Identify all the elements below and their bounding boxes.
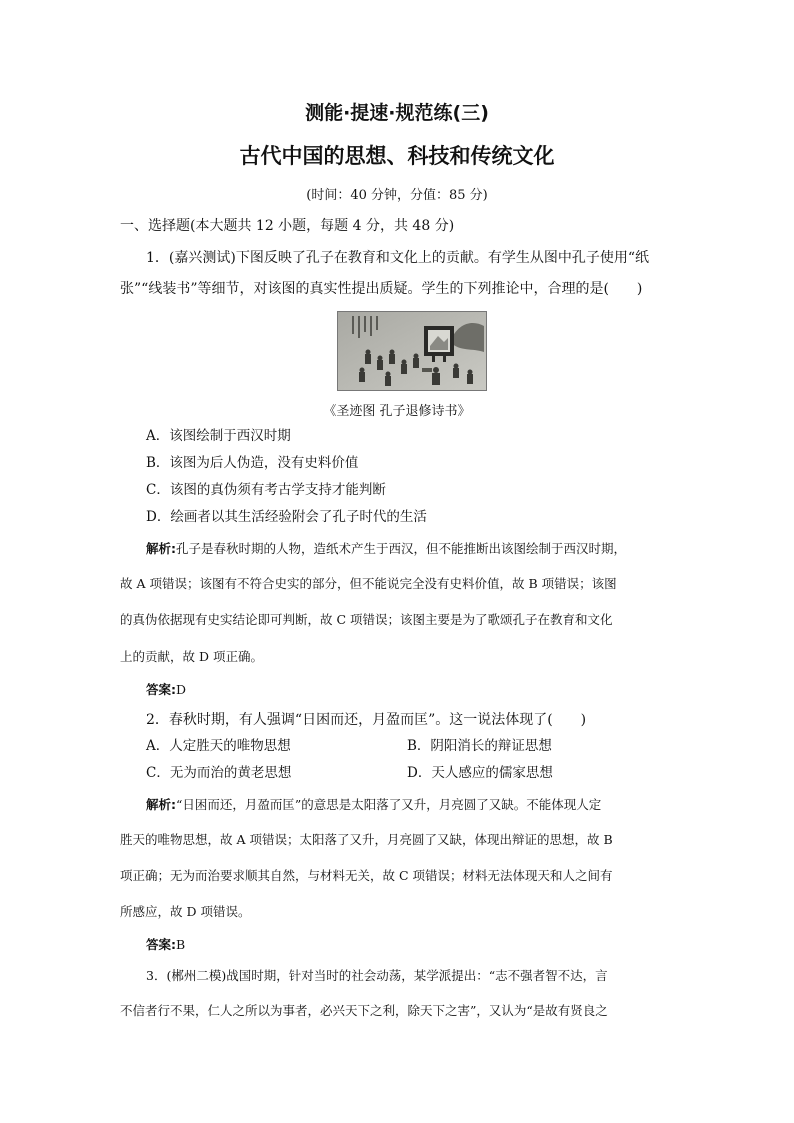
answer-label: 答案:	[146, 682, 176, 697]
question-1-option-b: B．该图为后人伪造，没有史料价值	[146, 455, 359, 471]
analysis-label: 解析:	[146, 797, 176, 812]
question-2-option-b: B．阴阳消长的辩证思想	[407, 738, 552, 754]
question-3-line-1: 3．(郴州二模)战国时期，针对当时的社会动荡，某学派提出：“志不强者智不达，言	[146, 968, 608, 983]
question-1-option-c: C．该图的真伪须有考古学支持才能判断	[146, 482, 386, 498]
question-2-option-a: A．人定胜天的唯物思想	[146, 738, 291, 754]
section-heading: 一、选择题(本大题共 12 小题，每题 4 分，共 48 分)	[120, 218, 455, 234]
question-2-option-c: C．无为而治的黄老思想	[146, 765, 292, 781]
question-1-line-1: 1．(嘉兴测试)下图反映了孔子在教育和文化上的贡献。有学生从图中孔子使用“纸	[146, 250, 649, 266]
question-3-line-2: 不信者行不果，仁人之所以为事者，必兴天下之利，除天下之害”，又认为“是故有贤良之	[120, 1003, 608, 1018]
document-subtitle: 古代中国的思想、科技和传统文化	[239, 144, 555, 168]
question-1-analysis-line-4: 上的贡献，故 D 项正确。	[120, 649, 263, 664]
question-1-analysis-line-2: 故 A 项错误；该图有不符合史实的部分，但不能说完全没有史料价值，故 B 项错误；该图	[120, 576, 617, 591]
question-2-analysis-line-3: 项正确；无为而治要求顺其自然，与材料无关，故 C 项错误；材料无法体现天和人之间有	[120, 868, 613, 883]
figure-caption: 《圣迹图 孔子退修诗书》	[323, 404, 471, 419]
question-2-analysis-line-4: 所感应，故 D 项错误。	[120, 904, 251, 919]
question-2-answer	[146, 935, 185, 955]
painting-image	[337, 311, 487, 391]
answer-value: B	[176, 937, 186, 952]
question-1-option-d: D．绘画者以其生活经验附会了孔子时代的生活	[146, 509, 427, 525]
question-1-analysis-line-1	[146, 539, 626, 559]
analysis-text: 孔子是春秋时期的人物，造纸术产生于西汉，但不能推断出该图绘制于西汉时期，	[176, 541, 627, 556]
answer-value: D	[176, 682, 187, 697]
question-1-analysis-line-3: 的真伪依据现有史实结论即可判断，故 C 项错误；该图主要是为了歌颂孔子在教育和文化	[120, 612, 613, 627]
analysis-text: “日困而还，月盈而匡”的意思是太阳落了又升，月亮圆了又缺。不能体现人定	[176, 797, 602, 812]
question-2-analysis-line-1	[146, 795, 601, 815]
painting-illustration	[338, 312, 486, 390]
question-1-option-a: A．该图绘制于西汉时期	[146, 428, 291, 444]
question-1-answer	[146, 680, 186, 700]
question-2-option-d: D．天人感应的儒家思想	[407, 765, 553, 781]
document-title: 测能·提速·规范练(三)	[305, 102, 489, 124]
question-2-line-1: 2．春秋时期，有人强调“日困而还，月盈而匡”。这一说法体现了( )	[146, 712, 587, 728]
exam-meta: (时间：40 分钟，分值：85 分)	[306, 188, 488, 203]
question-1-line-2: 张”“线装书”等细节，对该图的真实性提出质疑。学生的下列推论中，合理的是( )	[120, 281, 643, 297]
answer-label: 答案:	[146, 937, 176, 952]
question-2-analysis-line-2: 胜天的唯物思想，故 A 项错误；太阳落了又升，月亮圆了又缺，体现出辩证的思想，故 B	[120, 832, 613, 847]
analysis-label: 解析:	[146, 541, 176, 556]
